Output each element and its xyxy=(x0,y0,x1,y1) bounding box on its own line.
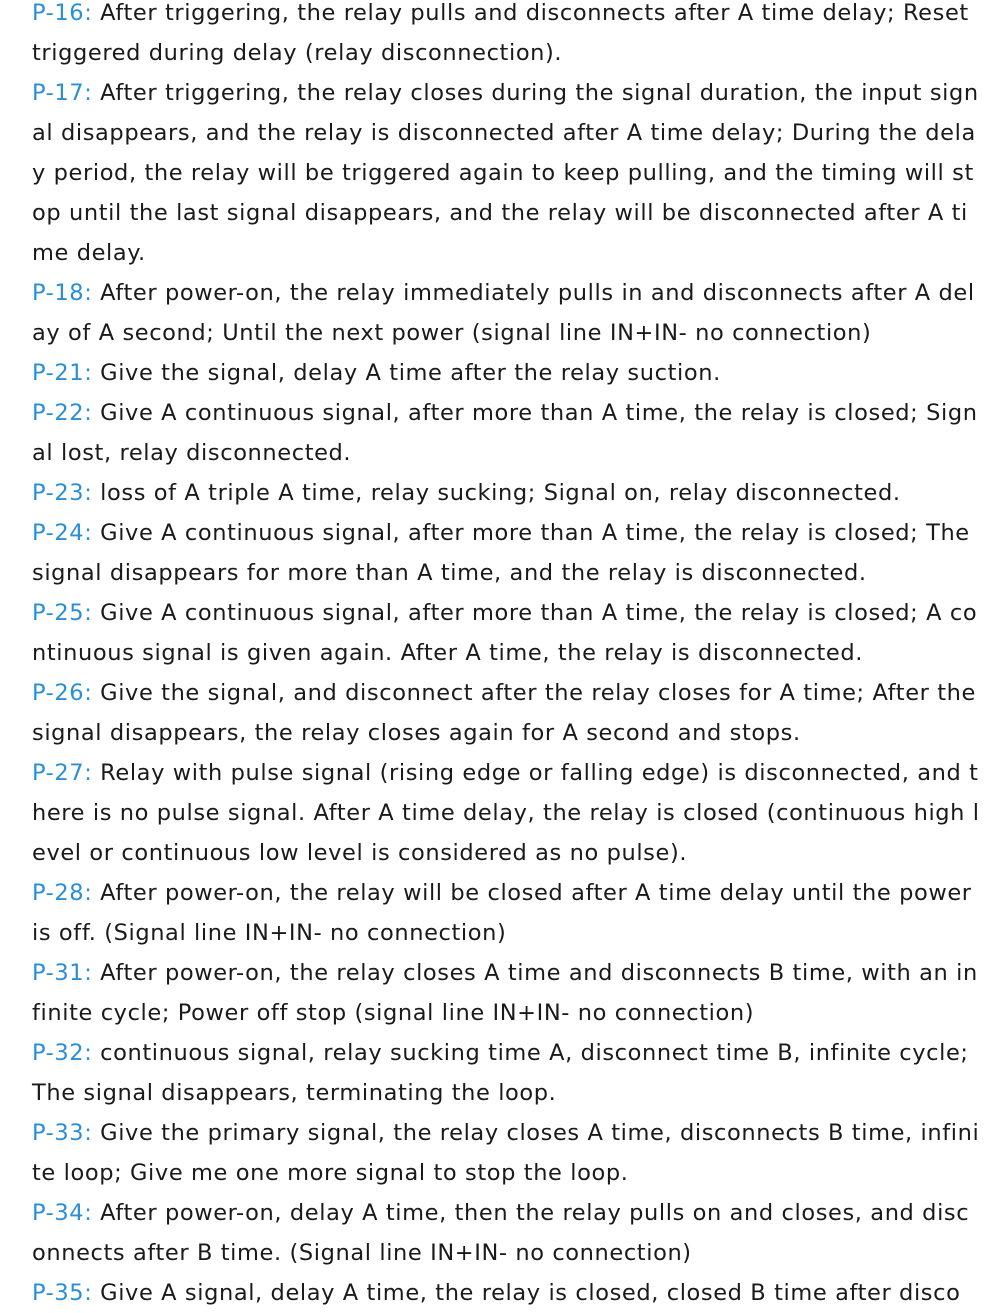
mode-description-list xyxy=(32,0,982,1313)
mode-description: Give the signal, and disconnect after the relay closes for A time; After the signal disappears, the relay closes again for A second and stops. xyxy=(32,680,976,746)
mode-description: After power-on, delay A time, then the relay pulls on and closes, and disconnects after B time. (Signal line IN+IN- no connection) xyxy=(32,1200,970,1266)
mode-description: After triggering, the relay pulls and disconnects after A time delay; Reset triggered during delay (relay disconnection). xyxy=(32,0,969,66)
mode-item-p16 xyxy=(32,0,982,73)
mode-code: P-23: xyxy=(32,480,93,506)
mode-description: Give A continuous signal, after more than A time, the relay is closed; Signal lost, relay disconnected. xyxy=(32,400,978,466)
mode-item-p26 xyxy=(32,673,982,753)
mode-item-p24 xyxy=(32,513,982,593)
mode-description: Give the signal, delay A time after the relay suction. xyxy=(92,360,721,386)
mode-item-p22 xyxy=(32,393,982,473)
mode-code: P-35: xyxy=(32,1280,93,1306)
mode-item-p23 xyxy=(32,473,982,513)
mode-item-p33 xyxy=(32,1113,982,1193)
mode-code: P-26: xyxy=(32,680,93,706)
mode-code: P-16: xyxy=(32,0,93,26)
mode-item-p27 xyxy=(32,753,982,873)
mode-code: P-34: xyxy=(32,1200,93,1226)
mode-description: Give A continuous signal, after more than A time, the relay is closed; The signal disappears for more than A time, and the relay is disconnected. xyxy=(32,520,970,586)
mode-code: P-24: xyxy=(32,520,93,546)
mode-code: P-17: xyxy=(32,80,93,106)
mode-description: After power-on, the relay closes A time and disconnects B time, with an infinite cycle; Power off stop (signal line IN+IN- no connection) xyxy=(32,960,978,1026)
mode-description: loss of A triple A time, relay sucking; Signal on, relay disconnected. xyxy=(92,480,901,506)
mode-description: Give the primary signal, the relay closes A time, disconnects B time, infinite loop; Give me one more signal to stop the loop. xyxy=(32,1120,980,1186)
mode-code: P-27: xyxy=(32,760,93,786)
mode-code: P-33: xyxy=(32,1120,93,1146)
mode-description: Give A continuous signal, after more than A time, the relay is closed; A continuous signal is given again. After A time, the relay is disconnected. xyxy=(32,600,978,666)
mode-code: P-28: xyxy=(32,880,93,906)
mode-item-p21 xyxy=(32,353,982,393)
mode-description: Relay with pulse signal (rising edge or falling edge) is disconnected, and there is no pulse signal. After A time delay, the relay is closed (continuous high level or continuous low level is considered as no pulse). xyxy=(32,760,980,866)
mode-code: P-31: xyxy=(32,960,93,986)
mode-item-p31 xyxy=(32,953,982,1033)
mode-code: P-25: xyxy=(32,600,93,626)
mode-code: P-32: xyxy=(32,1040,93,1066)
mode-code: P-22: xyxy=(32,400,93,426)
mode-code: P-21: xyxy=(32,360,93,386)
mode-item-p28 xyxy=(32,873,982,953)
mode-code: P-18: xyxy=(32,280,93,306)
mode-item-p25 xyxy=(32,593,982,673)
mode-description: Give A signal, delay A time, the relay is closed, closed B time after disco xyxy=(92,1280,961,1306)
mode-description: continuous signal, relay sucking time A, disconnect time B, infinite cycle; The signal disappears, terminating the loop. xyxy=(32,1040,969,1106)
mode-item-p17 xyxy=(32,73,982,273)
mode-item-p34 xyxy=(32,1193,982,1273)
mode-description: After triggering, the relay closes during the signal duration, the input signal disappears, and the relay is disconnected after A time delay; During the delay period, the relay will be triggered again to keep pulling, and the timing will stop until the last signal disappears, and the relay will be disconnected after A time delay. xyxy=(32,80,979,266)
mode-description: After power-on, the relay immediately pulls in and disconnects after A delay of A second; Until the next power (signal line IN+IN- no connection) xyxy=(32,280,975,346)
mode-item-p18 xyxy=(32,273,982,353)
mode-item-p32 xyxy=(32,1033,982,1113)
mode-item-p35 xyxy=(32,1273,982,1313)
mode-description: After power-on, the relay will be closed after A time delay until the power is off. (Signal line IN+IN- no connection) xyxy=(32,880,972,946)
